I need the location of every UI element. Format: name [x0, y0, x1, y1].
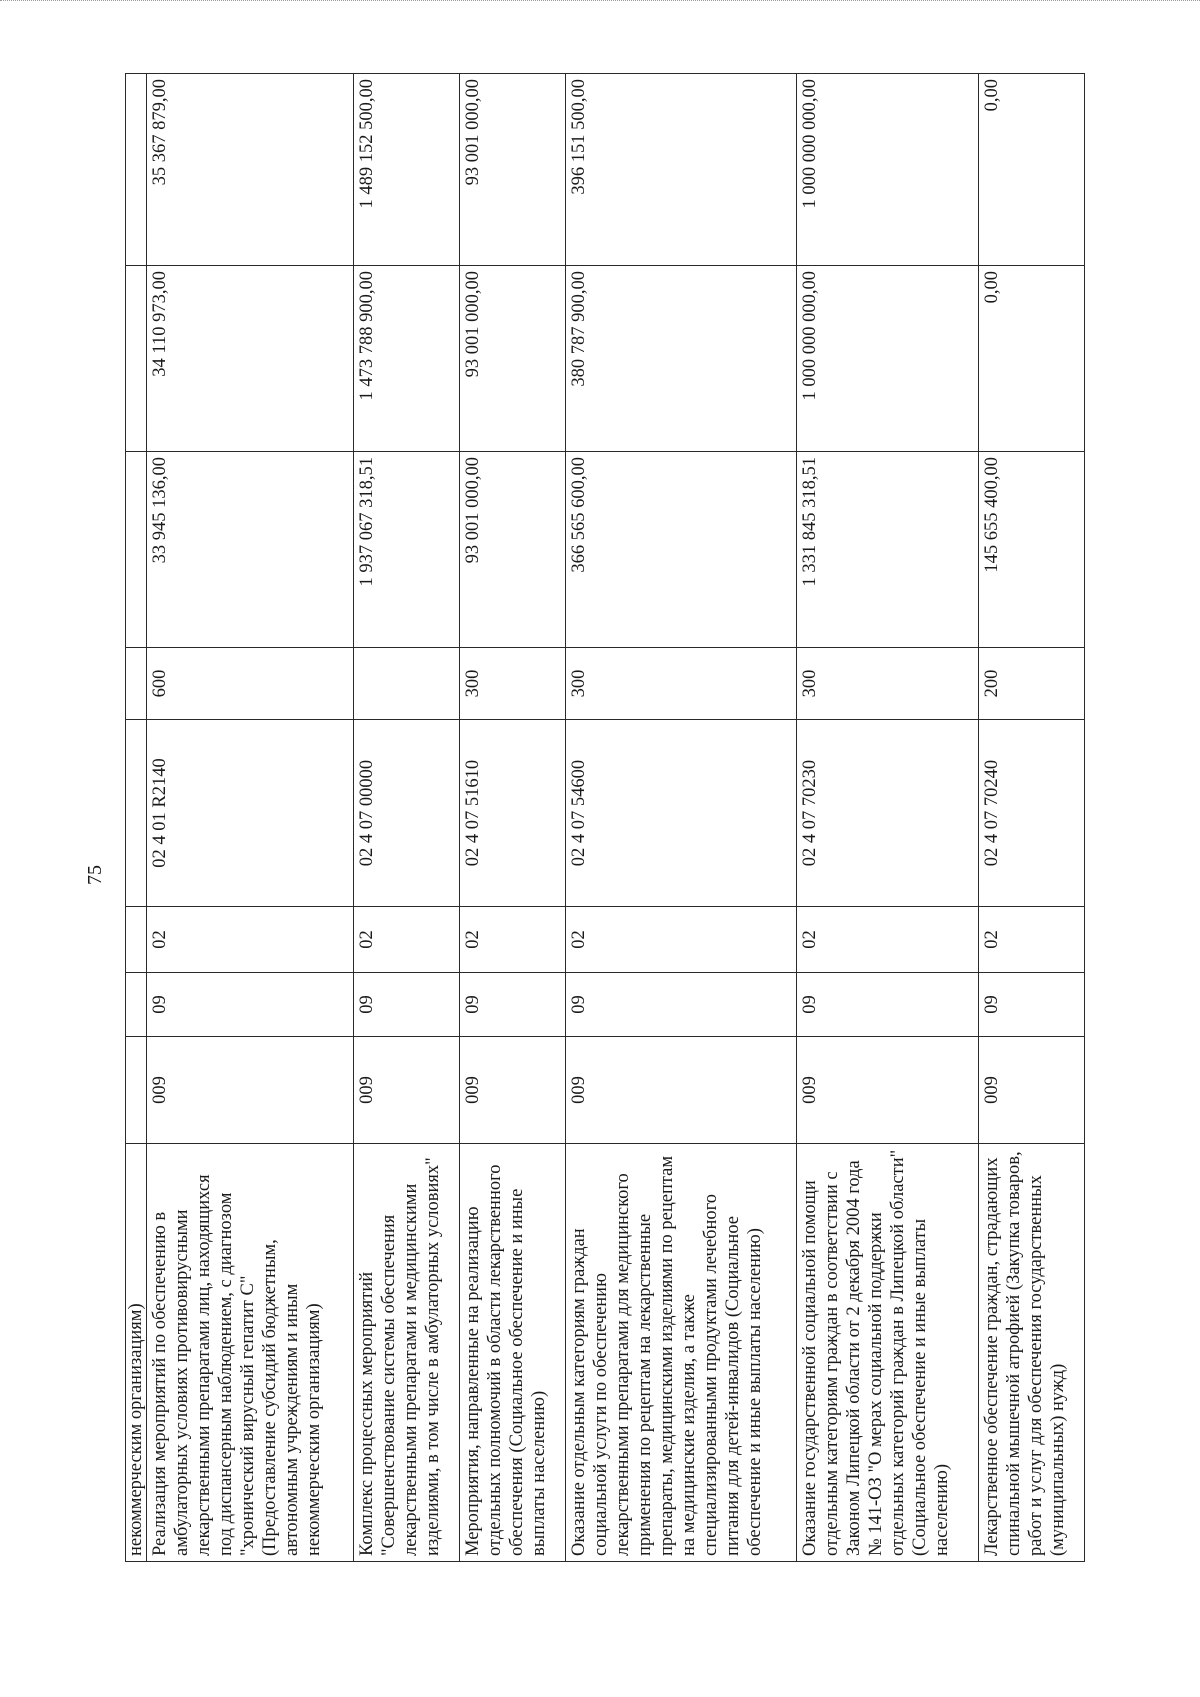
- table-row: [126, 74, 147, 1562]
- cell-sum-1: 93 001 000,00: [459, 452, 565, 648]
- cell-name: Оказание отдельным категориям граждан социальной услуги по обеспечению лекарственными препаратами для медицинского применения по рецептам на лекарственные препараты, медицинскими изделиями по рецептам на медицинские изделия, а также специализированными продуктами лечебного питания для детей-инвалидов (Социальное обеспечение и иные выплаты населению): [565, 1144, 797, 1562]
- cell-sum-3: 1 489 152 500,00: [353, 74, 459, 266]
- page-number: 75: [84, 865, 106, 885]
- cell-razdel: 09: [147, 973, 354, 1037]
- cell-csr: 02 4 07 51610: [459, 720, 565, 907]
- cell-sum-1: 1 937 067 318,51: [353, 452, 459, 648]
- cell-vr: 600: [147, 648, 354, 720]
- cell-sum-3: 35 367 879,00: [147, 74, 354, 266]
- cell-vr: [353, 648, 459, 720]
- cell-name: Мероприятия, направленные на реализацию отдельных полномочий в области лекарственного обеспечения (Социальное обеспечение и иные выплаты населению): [459, 1144, 565, 1562]
- cell-name: Лекарственное обеспечение граждан, страдающих спинальной мышечной атрофией (Закупка товаров, работ и услуг для обеспечения государственных (муниципальных) нужд): [978, 1144, 1084, 1562]
- cell-sum-2: 0,00: [978, 266, 1084, 452]
- cell-sum-3: 396 151 500,00: [565, 74, 797, 266]
- cell-razdel: 09: [978, 973, 1084, 1037]
- cell-ved: 009: [147, 1037, 354, 1144]
- cell-csr: 02 4 07 70240: [978, 720, 1084, 907]
- cell-sum-1: 1 331 845 318,51: [797, 452, 978, 648]
- cell-sum-1: [126, 452, 147, 648]
- cell-podrazdel: 02: [353, 907, 459, 973]
- cell-razdel: [126, 973, 147, 1037]
- cell-sum-1: 145 655 400,00: [978, 452, 1084, 648]
- cell-sum-2: 380 787 900,00: [565, 266, 797, 452]
- cell-ved: 009: [353, 1037, 459, 1144]
- table-row: [978, 74, 1084, 1562]
- cell-csr: 02 4 01 R2140: [147, 720, 354, 907]
- cell-vr: 300: [565, 648, 797, 720]
- cell-sum-3: [126, 74, 147, 266]
- cell-razdel: 09: [565, 973, 797, 1037]
- table-row: [353, 74, 459, 1562]
- cell-vr: 300: [797, 648, 978, 720]
- cell-csr: [126, 720, 147, 907]
- cell-csr: 02 4 07 54600: [565, 720, 797, 907]
- cell-vr: 300: [459, 648, 565, 720]
- cell-podrazdel: [126, 907, 147, 973]
- cell-ved: [126, 1037, 147, 1144]
- cell-sum-3: 93 001 000,00: [459, 74, 565, 266]
- cell-razdel: 09: [797, 973, 978, 1037]
- cell-sum-2: 34 110 973,00: [147, 266, 354, 452]
- budget-table: [125, 73, 1085, 1562]
- cell-ved: 009: [459, 1037, 565, 1144]
- cell-razdel: 09: [353, 973, 459, 1037]
- cell-name: Комплекс процессных мероприятий "Совершенствование системы обеспечения лекарственными препаратами и медицинскими изделиями, в том числе в амбулаторных условиях": [353, 1144, 459, 1562]
- cell-podrazdel: 02: [147, 907, 354, 973]
- cell-csr: 02 4 07 00000: [353, 720, 459, 907]
- cell-sum-1: 366 565 600,00: [565, 452, 797, 648]
- cell-vr: 200: [978, 648, 1084, 720]
- table-body: [126, 74, 1085, 1562]
- cell-name: некоммерческим организациям): [126, 1144, 147, 1562]
- cell-razdel: 09: [459, 973, 565, 1037]
- table-row: [147, 74, 354, 1562]
- cell-sum-1: 33 945 136,00: [147, 452, 354, 648]
- cell-podrazdel: 02: [797, 907, 978, 973]
- cell-podrazdel: 02: [565, 907, 797, 973]
- scan-edge: [0, 0, 1200, 15]
- cell-sum-2: [126, 266, 147, 452]
- cell-sum-2: 1 473 788 900,00: [353, 266, 459, 452]
- table-row: [797, 74, 978, 1562]
- cell-podrazdel: 02: [978, 907, 1084, 973]
- cell-csr: 02 4 07 70230: [797, 720, 978, 907]
- cell-ved: 009: [978, 1037, 1084, 1144]
- cell-ved: 009: [797, 1037, 978, 1144]
- cell-sum-3: 0,00: [978, 74, 1084, 266]
- cell-ved: 009: [565, 1037, 797, 1144]
- cell-sum-2: 93 001 000,00: [459, 266, 565, 452]
- cell-vr: [126, 648, 147, 720]
- table-row: [459, 74, 565, 1562]
- cell-podrazdel: 02: [459, 907, 565, 973]
- table-row: [565, 74, 797, 1562]
- cell-sum-3: 1 000 000 000,00: [797, 74, 978, 266]
- cell-name: Оказание государственной социальной помощи отдельным категориям граждан в соответствии с Законом Липецкой области от 2 декабря 2004 года № 141-ОЗ "О мерах социальной поддержки отдельных категорий граждан в Липецкой области" (Социальное обеспечение и иные выплаты населению): [797, 1144, 978, 1562]
- cell-name: Реализация мероприятий по обеспечению в амбулаторных условиях противовирусными лекарственными препаратами лиц, находящихся под диспансерным наблюдением, с диагнозом "хронический вирусный гепатит С" (Предоставление субсидий бюджетным, автономным учреждениям и иным некоммерческим организациям): [147, 1144, 354, 1562]
- cell-sum-2: 1 000 000 000,00: [797, 266, 978, 452]
